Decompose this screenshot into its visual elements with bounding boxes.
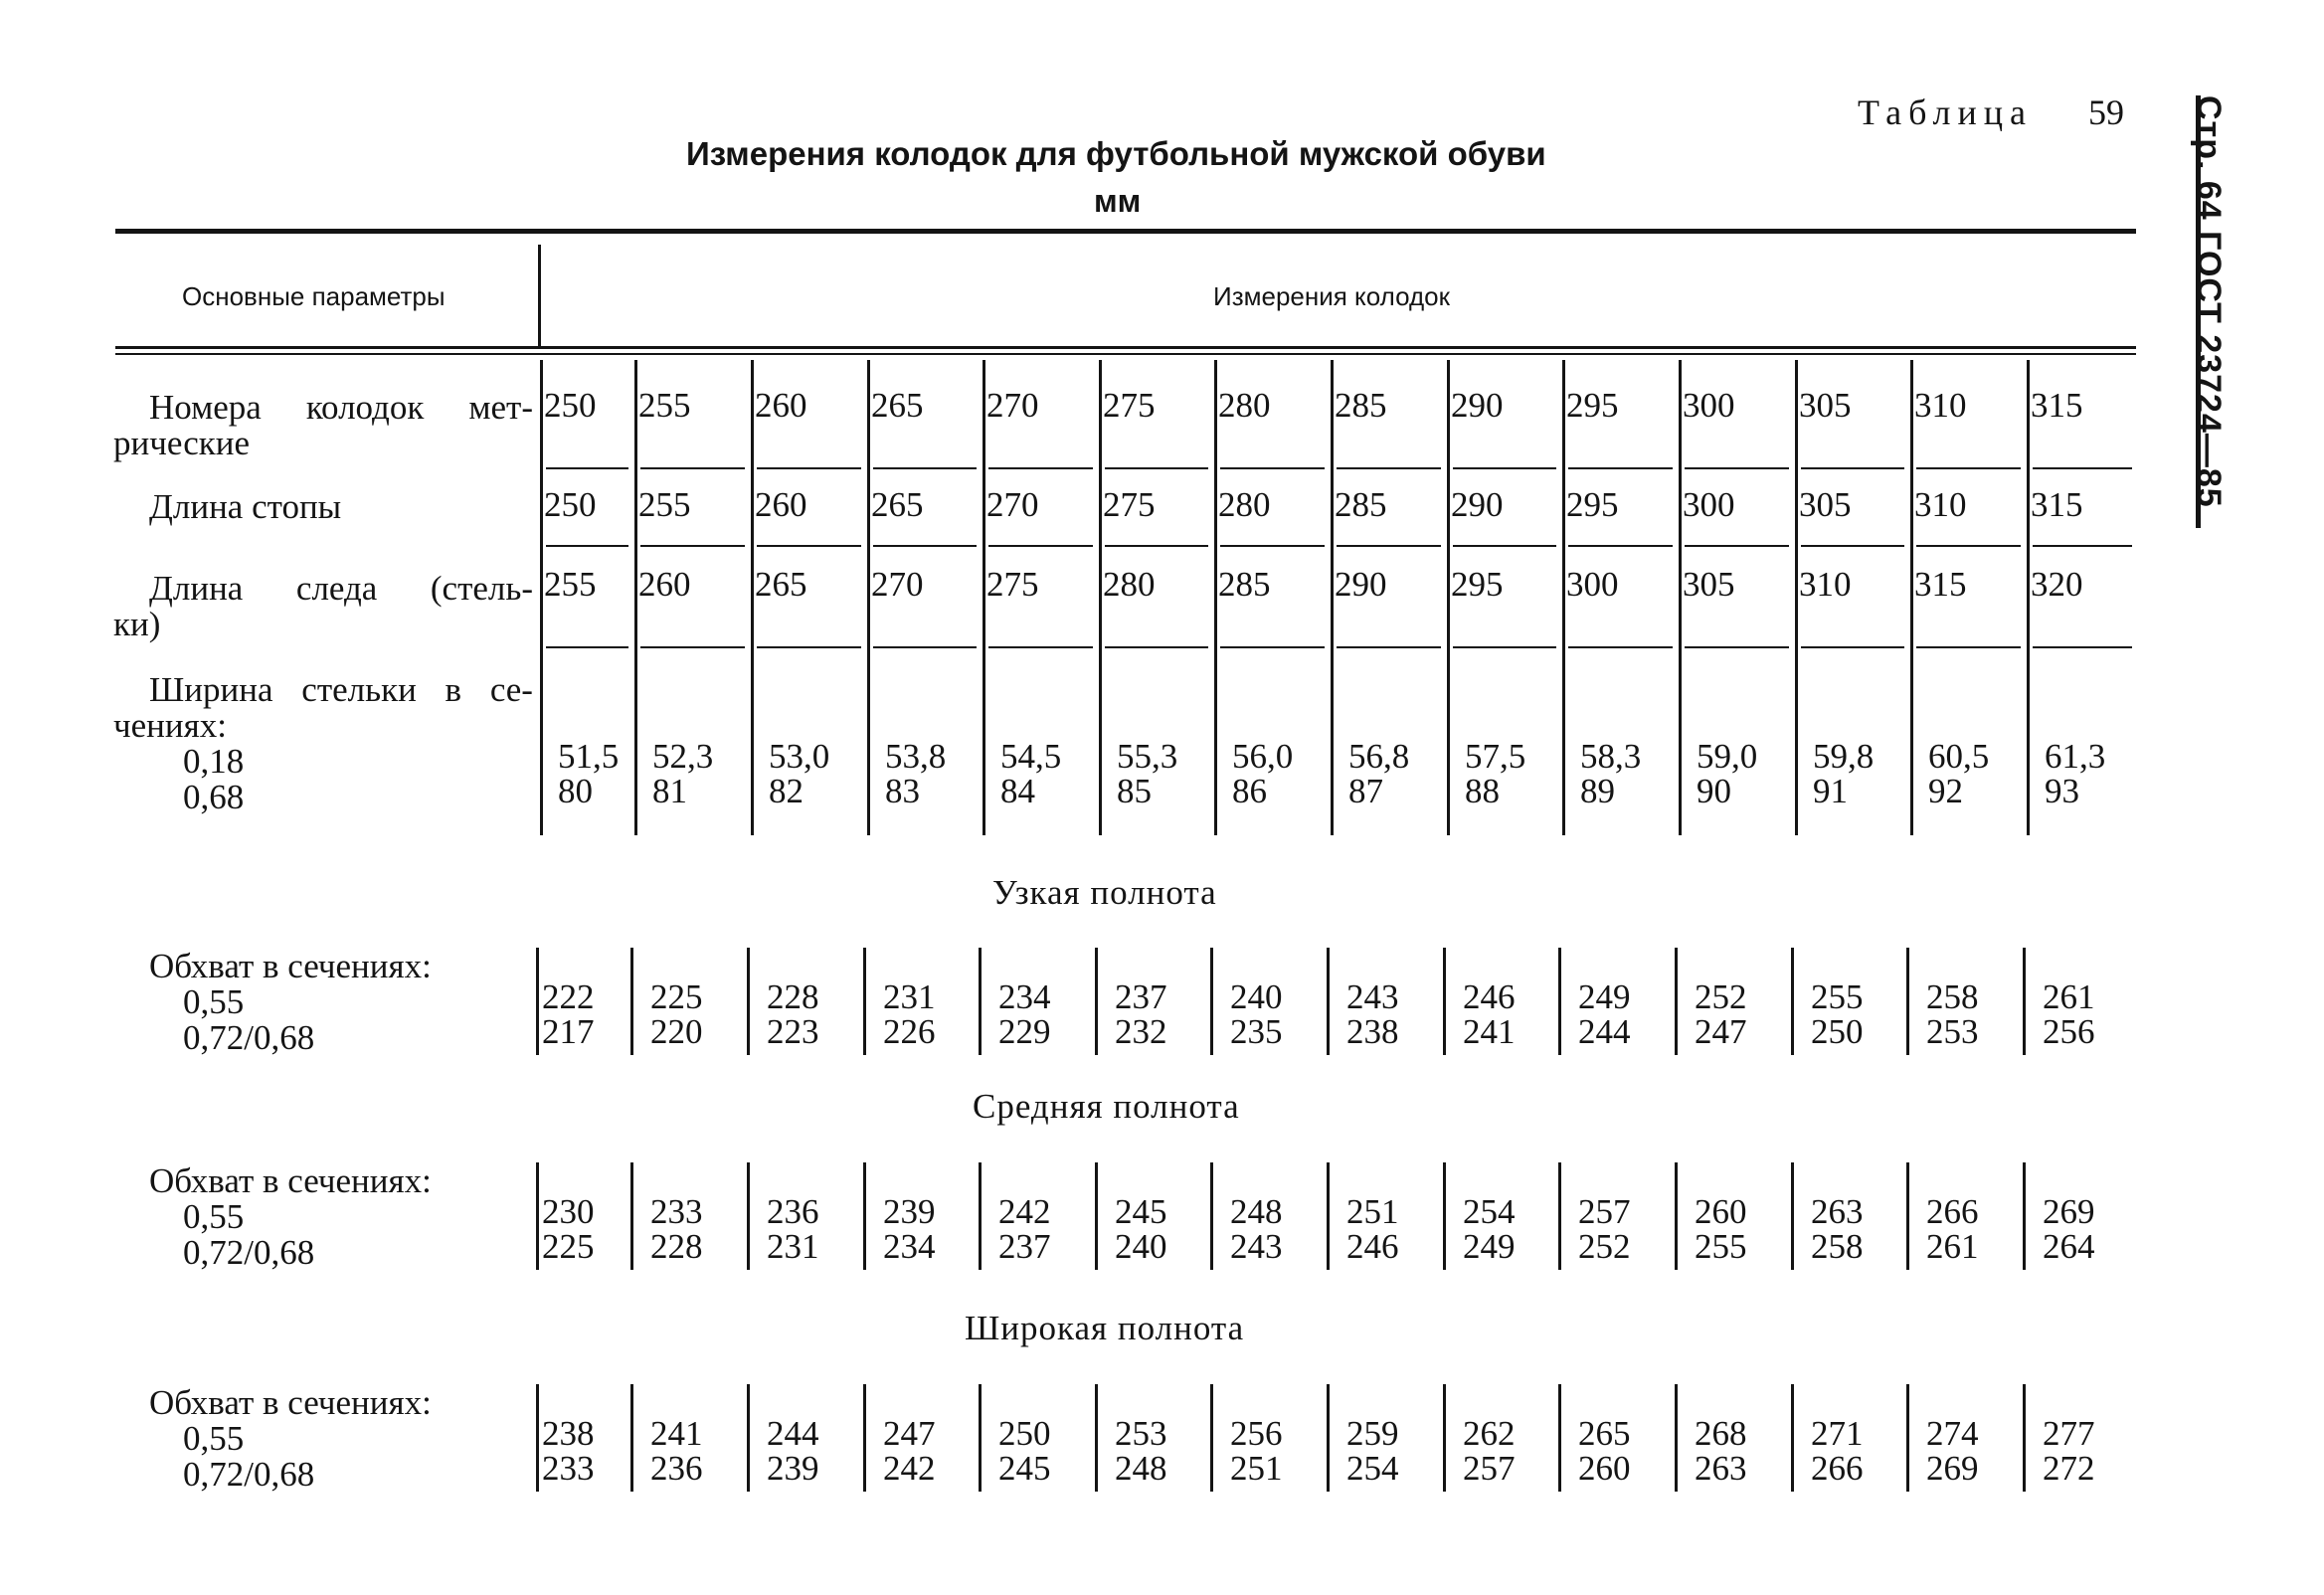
table-number-line <box>1858 91 2124 133</box>
cell-girth-072: 231 <box>767 1227 819 1266</box>
cell-girth-072: 234 <box>883 1227 936 1266</box>
row-underline <box>2033 467 2132 469</box>
cell-girth-072: 256 <box>2043 1012 2095 1051</box>
row-underline <box>873 467 977 469</box>
cell-insole-width-068: 82 <box>769 772 804 810</box>
section-column-divider <box>747 948 750 1055</box>
section-column-divider <box>1210 1162 1213 1270</box>
cell-insole-width-018: 60,5 <box>1928 737 1990 776</box>
cell-foot-length: 275 <box>1103 485 1156 524</box>
section-column-divider <box>1906 1162 1909 1270</box>
cell-foot-length: 255 <box>638 485 691 524</box>
insole-length-w1: Длина <box>149 569 244 608</box>
row-underline <box>1453 467 1556 469</box>
row-underline <box>640 646 745 648</box>
cell-girth-055: 266 <box>1926 1192 1979 1231</box>
section-title-narrow: Узкая полнота <box>992 873 1217 912</box>
cell-girth-072: 242 <box>883 1449 936 1488</box>
cell-girth-055: 251 <box>1346 1192 1399 1231</box>
girth-072-label: 0,72/0,68 <box>183 1455 315 1494</box>
header-rule-1 <box>115 346 2136 349</box>
section-column-divider <box>1558 1162 1561 1270</box>
row-underline <box>2033 646 2132 648</box>
girth-055-label: 0,55 <box>183 982 245 1021</box>
section-label-medium <box>149 1163 432 1271</box>
column-divider <box>1447 360 1450 835</box>
cell-insole-width-018: 55,3 <box>1117 737 1178 776</box>
cell-girth-055: 262 <box>1463 1414 1516 1453</box>
section-title-medium: Средняя полнота <box>973 1087 1240 1126</box>
cell-insole-length: 280 <box>1103 565 1156 604</box>
cell-girth-055: 238 <box>542 1414 595 1453</box>
section-column-divider <box>1791 1384 1794 1492</box>
cell-insole-width-018: 53,0 <box>769 737 830 776</box>
row-underline <box>1801 467 1904 469</box>
cell-girth-055: 249 <box>1578 977 1631 1016</box>
cell-girth-072: 223 <box>767 1012 819 1051</box>
row-underline <box>1105 646 1208 648</box>
cell-girth-072: 247 <box>1695 1012 1747 1051</box>
cell-girth-055: 231 <box>883 977 936 1016</box>
cell-girth-072: 246 <box>1346 1227 1399 1266</box>
column-divider <box>1331 360 1334 835</box>
girth-055-label: 0,55 <box>183 1419 245 1458</box>
row-underline <box>1220 467 1325 469</box>
cell-girth-055: 230 <box>542 1192 595 1231</box>
cell-insole-width-068: 86 <box>1232 772 1267 810</box>
cell-insole-width-018: 54,5 <box>1000 737 1062 776</box>
cell-girth-055: 258 <box>1926 977 1979 1016</box>
section-column-divider <box>747 1162 750 1270</box>
cell-girth-072: 237 <box>998 1227 1051 1266</box>
cell-girth-055: 244 <box>767 1414 819 1453</box>
cell-girth-072: 269 <box>1926 1449 1979 1488</box>
cell-girth-072: 254 <box>1346 1449 1399 1488</box>
section-column-divider <box>630 948 633 1055</box>
section-column-divider <box>1095 1384 1098 1492</box>
cell-girth-072: 266 <box>1811 1449 1864 1488</box>
cell-girth-072: 258 <box>1811 1227 1864 1266</box>
cell-insole-width-068: 89 <box>1580 772 1615 810</box>
row-underline <box>757 467 861 469</box>
section-column-divider <box>2023 1162 2026 1270</box>
column-divider <box>751 360 754 835</box>
section-column-divider <box>1791 948 1794 1055</box>
cell-girth-055: 240 <box>1230 977 1283 1016</box>
cell-girth-055: 243 <box>1346 977 1399 1016</box>
row-underline <box>988 467 1093 469</box>
cell-foot-length: 310 <box>1914 485 1967 524</box>
cell-girth-072: 255 <box>1695 1227 1747 1266</box>
row-underline <box>1453 646 1556 648</box>
row-underline <box>546 646 628 648</box>
section-column-divider <box>1675 1162 1678 1270</box>
cell-girth-055: 260 <box>1695 1192 1747 1231</box>
cell-girth-055: 250 <box>998 1414 1051 1453</box>
section-column-divider <box>863 1384 866 1492</box>
cell-girth-072: 260 <box>1578 1449 1631 1488</box>
cell-girth-072: 239 <box>767 1449 819 1488</box>
cell-insole-width-018: 59,0 <box>1697 737 1758 776</box>
row-underline <box>1568 545 1673 547</box>
cell-insole-length: 320 <box>2031 565 2083 604</box>
cell-girth-072: 244 <box>1578 1012 1631 1051</box>
cell-insole-width-068: 83 <box>885 772 920 810</box>
cell-girth-072: 248 <box>1115 1449 1167 1488</box>
cell-girth-055: 271 <box>1811 1414 1864 1453</box>
cell-insole-width-068: 93 <box>2045 772 2079 810</box>
cell-girth-072: 243 <box>1230 1227 1283 1266</box>
cell-girth-055: 222 <box>542 977 595 1016</box>
section-column-divider <box>1675 948 1678 1055</box>
insole-width-w4: се- <box>489 670 533 709</box>
row-underline <box>640 467 745 469</box>
column-divider <box>2027 360 2030 835</box>
cell-girth-072: 253 <box>1926 1012 1979 1051</box>
insole-width-018: 0,18 <box>183 742 245 781</box>
column-divider <box>634 360 637 835</box>
row-underline <box>1916 467 2021 469</box>
cell-girth-055: 277 <box>2043 1414 2095 1453</box>
row-underline <box>1220 545 1325 547</box>
row-underline <box>1453 545 1556 547</box>
lasts-label-w2: колодок <box>305 388 425 427</box>
section-label-narrow <box>149 949 432 1056</box>
row-underline <box>546 545 628 547</box>
cell-girth-072: 229 <box>998 1012 1051 1051</box>
row-underline <box>1685 467 1789 469</box>
insole-width-w1: Ширина <box>149 670 273 709</box>
cell-lasts: 300 <box>1683 386 1735 425</box>
section-title-wide: Широкая полнота <box>965 1309 1245 1347</box>
table-title: Измерения колодок для футбольной мужской обуви <box>686 135 1546 172</box>
insole-width-068: 0,68 <box>183 778 245 816</box>
cell-girth-072: 249 <box>1463 1227 1516 1266</box>
section-column-divider <box>1558 1384 1561 1492</box>
column-divider <box>540 360 543 835</box>
cell-lasts: 250 <box>544 386 597 425</box>
cell-girth-072: 250 <box>1811 1012 1864 1051</box>
section-column-divider <box>1443 948 1446 1055</box>
section-column-divider <box>1210 948 1213 1055</box>
top-rule <box>115 229 2136 234</box>
table-label: Таблица <box>1858 92 2033 132</box>
cell-girth-055: 265 <box>1578 1414 1631 1453</box>
girth-072-label: 0,72/0,68 <box>183 1018 315 1057</box>
cell-girth-072: 263 <box>1695 1449 1747 1488</box>
section-column-divider <box>747 1384 750 1492</box>
cell-girth-055: 237 <box>1115 977 1167 1016</box>
header-measurements: Измерения колодок <box>1213 281 1450 311</box>
cell-girth-055: 256 <box>1230 1414 1283 1453</box>
row-underline <box>757 646 861 648</box>
lasts-label-w1: Номера <box>149 388 262 427</box>
cell-insole-width-068: 90 <box>1697 772 1731 810</box>
cell-foot-length: 250 <box>544 485 597 524</box>
cell-girth-055: 234 <box>998 977 1051 1016</box>
row-underline <box>1337 467 1441 469</box>
cell-girth-072: 261 <box>1926 1227 1979 1266</box>
header-rule-2 <box>115 353 2136 355</box>
cell-foot-length: 295 <box>1566 485 1619 524</box>
cell-girth-055: 242 <box>998 1192 1051 1231</box>
cell-girth-055: 236 <box>767 1192 819 1231</box>
row-underline <box>1685 646 1789 648</box>
row-underline <box>1916 545 2021 547</box>
cell-insole-length: 265 <box>755 565 807 604</box>
section-column-divider <box>1327 1384 1330 1492</box>
cell-girth-072: 240 <box>1115 1227 1167 1266</box>
cell-girth-055: 253 <box>1115 1414 1167 1453</box>
girth-055-label: 0,55 <box>183 1197 245 1236</box>
cell-foot-length: 260 <box>755 485 807 524</box>
row-label-lasts <box>113 390 533 461</box>
column-divider <box>867 360 870 835</box>
cell-lasts: 255 <box>638 386 691 425</box>
insole-length-w2: следа <box>295 569 378 608</box>
cell-insole-length: 260 <box>638 565 691 604</box>
cell-insole-length: 270 <box>871 565 924 604</box>
row-underline <box>1220 646 1325 648</box>
cell-girth-072: 252 <box>1578 1227 1631 1266</box>
insole-width-line2: чениях: <box>113 706 227 745</box>
cell-insole-width-018: 56,8 <box>1348 737 1410 776</box>
cell-girth-072: 217 <box>542 1012 595 1051</box>
cell-lasts: 310 <box>1914 386 1967 425</box>
cell-girth-055: 269 <box>2043 1192 2095 1231</box>
cell-girth-072: 238 <box>1346 1012 1399 1051</box>
cell-foot-length: 265 <box>871 485 924 524</box>
cell-insole-width-068: 85 <box>1117 772 1152 810</box>
cell-lasts: 275 <box>1103 386 1156 425</box>
cell-girth-055: 239 <box>883 1192 936 1231</box>
section-column-divider <box>2023 948 2026 1055</box>
row-underline <box>1568 646 1673 648</box>
cell-girth-055: 248 <box>1230 1192 1283 1231</box>
cell-girth-072: 220 <box>650 1012 703 1051</box>
insole-width-w2: стельки <box>301 670 417 709</box>
row-underline <box>1685 545 1789 547</box>
girth-label: Обхват в сечениях: <box>149 947 432 985</box>
cell-lasts: 260 <box>755 386 807 425</box>
section-column-divider <box>2023 1384 2026 1492</box>
cell-girth-072: 235 <box>1230 1012 1283 1051</box>
cell-lasts: 315 <box>2031 386 2083 425</box>
girth-072-label: 0,72/0,68 <box>183 1233 315 1272</box>
lasts-label-w3: мет- <box>468 388 533 427</box>
row-underline <box>873 646 977 648</box>
section-column-divider <box>630 1384 633 1492</box>
cell-insole-length: 290 <box>1335 565 1387 604</box>
column-divider <box>1099 360 1102 835</box>
row-underline <box>1337 646 1441 648</box>
section-column-divider <box>1443 1162 1446 1270</box>
cell-foot-length: 280 <box>1218 485 1271 524</box>
cell-girth-055: 247 <box>883 1414 936 1453</box>
section-column-divider <box>1327 1162 1330 1270</box>
row-underline <box>546 467 628 469</box>
row-label-foot-length <box>149 489 341 525</box>
section-column-divider <box>536 1384 539 1492</box>
column-divider <box>983 360 985 835</box>
row-underline <box>2033 545 2132 547</box>
lasts-label-line2: рические <box>113 424 251 462</box>
section-column-divider <box>1095 948 1098 1055</box>
cell-girth-055: 228 <box>767 977 819 1016</box>
cell-foot-length: 285 <box>1335 485 1387 524</box>
column-divider <box>1795 360 1798 835</box>
section-column-divider <box>863 948 866 1055</box>
table-units: мм <box>1094 183 1142 219</box>
cell-insole-length: 285 <box>1218 565 1271 604</box>
cell-girth-072: 232 <box>1115 1012 1167 1051</box>
cell-insole-length: 315 <box>1914 565 1967 604</box>
cell-girth-055: 274 <box>1926 1414 1979 1453</box>
cell-girth-055: 245 <box>1115 1192 1167 1231</box>
header-divider <box>538 245 541 348</box>
cell-lasts: 305 <box>1799 386 1852 425</box>
cell-girth-055: 268 <box>1695 1414 1747 1453</box>
cell-insole-width-018: 53,8 <box>885 737 947 776</box>
section-column-divider <box>1443 1384 1446 1492</box>
cell-girth-072: 251 <box>1230 1449 1283 1488</box>
cell-girth-055: 225 <box>650 977 703 1016</box>
section-column-divider <box>1791 1162 1794 1270</box>
section-column-divider <box>1210 1384 1213 1492</box>
cell-girth-072: 236 <box>650 1449 703 1488</box>
section-column-divider <box>1558 948 1561 1055</box>
header-parameters: Основные параметры <box>182 281 446 311</box>
cell-foot-length: 315 <box>2031 485 2083 524</box>
cell-girth-055: 233 <box>650 1192 703 1231</box>
foot-length-label: Длина стопы <box>149 487 342 526</box>
row-underline <box>988 646 1093 648</box>
section-column-divider <box>1906 948 1909 1055</box>
cell-girth-055: 254 <box>1463 1192 1516 1231</box>
girth-label: Обхват в сечениях: <box>149 1161 432 1200</box>
table-number: 59 <box>2087 92 2124 132</box>
row-underline <box>1916 646 2021 648</box>
cell-girth-055: 259 <box>1346 1414 1399 1453</box>
cell-insole-length: 295 <box>1451 565 1504 604</box>
cell-foot-length: 305 <box>1799 485 1852 524</box>
section-column-divider <box>536 1162 539 1270</box>
cell-insole-width-018: 51,5 <box>558 737 620 776</box>
cell-insole-width-018: 57,5 <box>1465 737 1526 776</box>
cell-insole-length: 305 <box>1683 565 1735 604</box>
cell-girth-055: 246 <box>1463 977 1516 1016</box>
cell-foot-length: 290 <box>1451 485 1504 524</box>
section-column-divider <box>979 948 982 1055</box>
cell-girth-055: 257 <box>1578 1192 1631 1231</box>
cell-girth-055: 241 <box>650 1414 703 1453</box>
cell-insole-width-018: 56,0 <box>1232 737 1294 776</box>
cell-insole-width-068: 84 <box>1000 772 1035 810</box>
cell-girth-055: 255 <box>1811 977 1864 1016</box>
cell-girth-072: 257 <box>1463 1449 1516 1488</box>
row-underline <box>873 545 977 547</box>
cell-insole-width-068: 80 <box>558 772 593 810</box>
row-underline <box>1568 467 1673 469</box>
cell-foot-length: 300 <box>1683 485 1735 524</box>
cell-girth-055: 261 <box>2043 977 2095 1016</box>
section-column-divider <box>979 1384 982 1492</box>
section-column-divider <box>536 948 539 1055</box>
section-column-divider <box>1675 1384 1678 1492</box>
cell-insole-length: 300 <box>1566 565 1619 604</box>
cell-insole-length: 310 <box>1799 565 1852 604</box>
cell-lasts: 265 <box>871 386 924 425</box>
row-underline <box>1105 545 1208 547</box>
cell-lasts: 295 <box>1566 386 1619 425</box>
section-column-divider <box>1327 948 1330 1055</box>
section-column-divider <box>630 1162 633 1270</box>
cell-girth-072: 228 <box>650 1227 703 1266</box>
column-divider <box>1562 360 1565 835</box>
cell-girth-072: 272 <box>2043 1449 2095 1488</box>
row-underline <box>1337 545 1441 547</box>
cell-lasts: 285 <box>1335 386 1387 425</box>
section-column-divider <box>1095 1162 1098 1270</box>
cell-girth-072: 245 <box>998 1449 1051 1488</box>
column-divider <box>1214 360 1217 835</box>
row-underline <box>757 545 861 547</box>
cell-girth-072: 241 <box>1463 1012 1516 1051</box>
cell-insole-width-018: 61,3 <box>2045 737 2106 776</box>
cell-insole-width-018: 58,3 <box>1580 737 1642 776</box>
row-underline <box>988 545 1093 547</box>
section-column-divider <box>1906 1384 1909 1492</box>
row-underline <box>1105 467 1208 469</box>
cell-lasts: 280 <box>1218 386 1271 425</box>
cell-girth-072: 264 <box>2043 1227 2095 1266</box>
cell-insole-width-068: 81 <box>652 772 687 810</box>
row-underline <box>640 545 745 547</box>
insole-length-w3: (стель- <box>430 569 533 608</box>
section-label-wide <box>149 1385 432 1493</box>
insole-length-line2: ки) <box>113 605 161 643</box>
insole-width-w3: в <box>445 670 462 709</box>
cell-insole-width-068: 87 <box>1348 772 1383 810</box>
row-label-insole-width <box>113 672 533 815</box>
cell-lasts: 290 <box>1451 386 1504 425</box>
cell-insole-width-018: 59,8 <box>1813 737 1875 776</box>
section-column-divider <box>979 1162 982 1270</box>
cell-insole-length: 275 <box>986 565 1039 604</box>
side-header: Стр. 64 ГОСТ 23724—85 <box>2190 95 2228 508</box>
column-divider <box>1679 360 1682 835</box>
cell-girth-055: 263 <box>1811 1192 1864 1231</box>
cell-girth-072: 233 <box>542 1449 595 1488</box>
cell-insole-width-068: 91 <box>1813 772 1848 810</box>
row-underline <box>1801 646 1904 648</box>
section-column-divider <box>863 1162 866 1270</box>
row-label-insole-length <box>113 571 533 642</box>
cell-girth-072: 225 <box>542 1227 595 1266</box>
cell-insole-width-068: 88 <box>1465 772 1500 810</box>
cell-insole-width-018: 52,3 <box>652 737 714 776</box>
row-underline <box>1801 545 1904 547</box>
cell-girth-072: 226 <box>883 1012 936 1051</box>
girth-label: Обхват в сечениях: <box>149 1383 432 1422</box>
cell-foot-length: 270 <box>986 485 1039 524</box>
column-divider <box>1910 360 1913 835</box>
cell-insole-length: 255 <box>544 565 597 604</box>
cell-insole-width-068: 92 <box>1928 772 1963 810</box>
cell-lasts: 270 <box>986 386 1039 425</box>
cell-girth-055: 252 <box>1695 977 1747 1016</box>
